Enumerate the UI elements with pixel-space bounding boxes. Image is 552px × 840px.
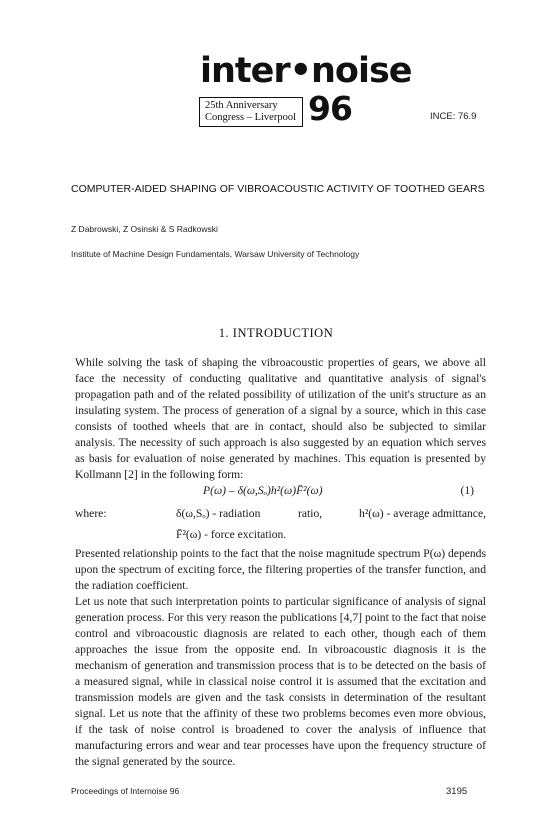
ince-code: INCE: 76.9 — [430, 111, 477, 122]
conference-logo-year: 96 — [308, 89, 352, 128]
equation-expression: P(ω) – δ(ω,Sₒ)h²(ω)F̄²(ω) — [203, 484, 323, 497]
where-label: where: — [75, 507, 107, 520]
where-term-radiation: δ(ω,Sₒ) - radiation — [176, 507, 261, 520]
logo-box-line-1: 25th Anniversary — [205, 100, 278, 111]
equation-number: (1) — [460, 484, 474, 497]
page-number: 3195 — [446, 786, 468, 797]
section-heading: 1. INTRODUCTION — [218, 326, 334, 340]
paper-title: COMPUTER-AIDED SHAPING OF VIBROACOUSTIC ACTIVITY OF TOOTHED GEARS — [71, 183, 485, 195]
conference-logo-title: inter•noise — [200, 51, 412, 91]
equation-row — [75, 483, 486, 499]
where-term-ratio: ratio, — [298, 507, 323, 520]
paragraph-text: Presented relationship points to the fact that the noise magnitude spectrum P(ω) depends upon the spectrum of exciting force, the filtering properties of the transfer function, and the radiation coefficient. — [75, 547, 486, 592]
body-paragraph-1 — [75, 355, 486, 483]
conference-logo-box — [199, 97, 303, 127]
where-line-2: F̄²(ω) - force excitation. — [176, 528, 287, 541]
paragraph-text: While solving the task of shaping the vibroacoustic properties of gears, we above all face the necessity of conducting qualitative and quantitative analysis of signal's propagation path and of the related possibility of utilization of the unit's structure as an insulating system. The process of generation of a signal by a source, which in this case consists of toothed wheels that are in contact, should also be subjected to similar analysis. The necessity of such approach is also suggested by an equation which serves as basis for evaluation of noise generated by machines. This equation is presented by Kollmann [2] in the following form: — [75, 356, 486, 481]
paper-affiliation: Institute of Machine Design Fundamentals, Warsaw University of Technology — [71, 249, 360, 259]
logo-box-line-2: Congress – Liverpool — [205, 112, 296, 123]
paragraph-text: Let us note that such interpretation points to particular significance of analysis of signal generation process. For this very reason the publications [4,7] point to the fact that noise control and vibroacoustic diagnosis are related to each other, though each of them approaches the issue from the opposite end. In vibroacoustic diagnosis it is the mechanism of generation and transmission process that is to be detected on the basis of a measured signal, while in classical noise control it is assumed that the excitation and transmission models are given and the task consists in determination of the resultant signal. Let us note that the affinity of these two problems becomes even more obvious, if the task of noise control is broadened to cover the analysis of influence that manufacturing errors and wear and tear processes have upon the frequency structure of the signal generated by the source. — [75, 595, 486, 768]
body-paragraph-2 — [75, 546, 486, 770]
footer-proceedings: Proceedings of Internoise 96 — [71, 786, 180, 796]
where-term-admittance: h²(ω) - average admittance, — [359, 507, 486, 520]
paper-authors: Z Dabrowski, Z Osinski & S Radkowski — [71, 224, 218, 234]
